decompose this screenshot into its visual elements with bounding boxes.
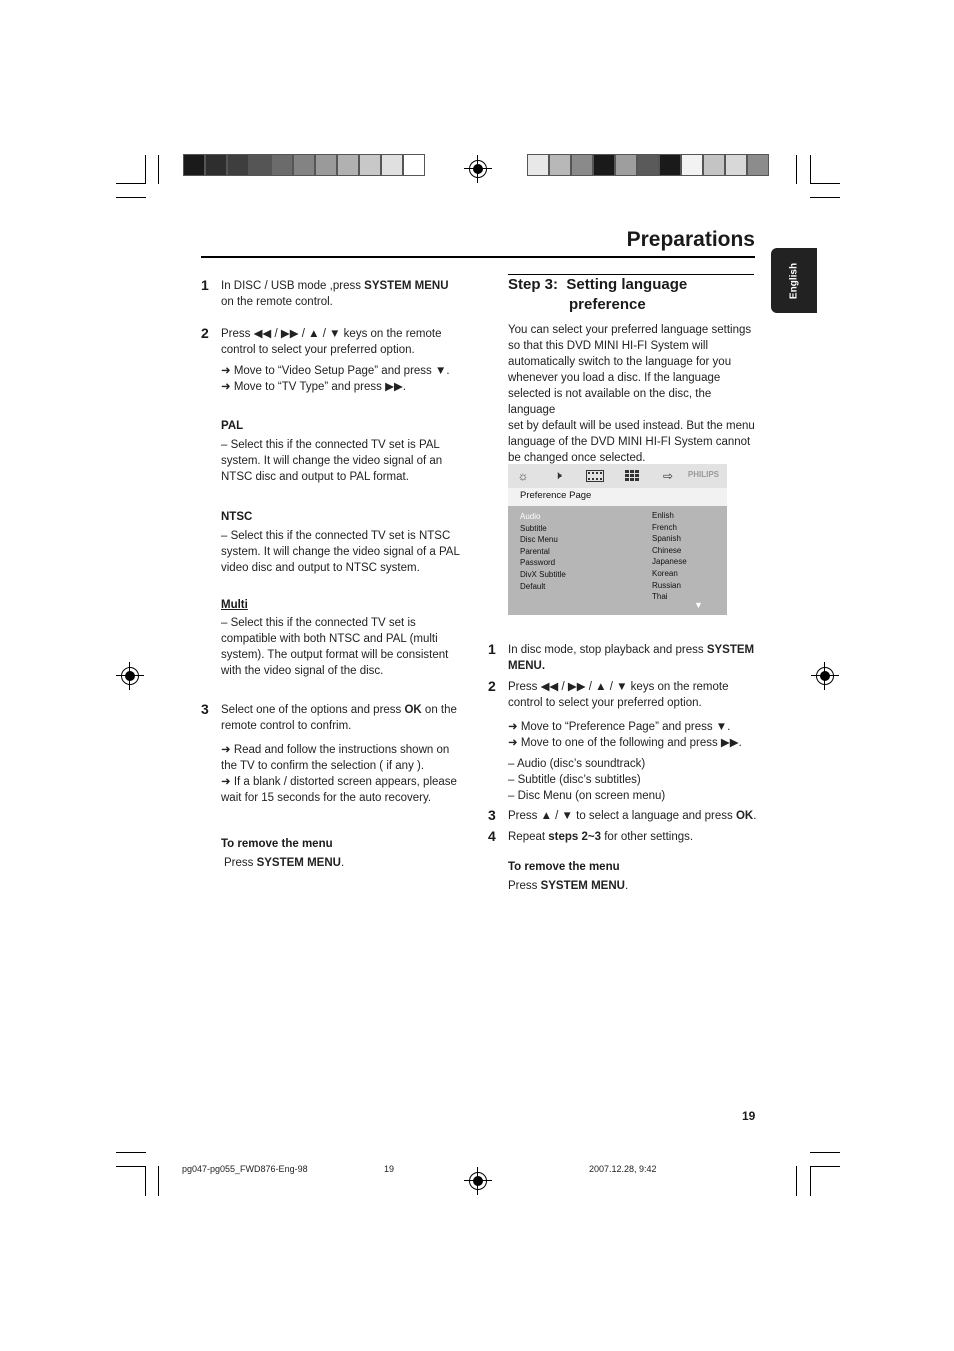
crop-mark: [158, 155, 159, 184]
brand-logo: PHILIPS: [687, 470, 719, 479]
crop-mark: [810, 197, 840, 198]
intro-paragraph: [508, 322, 758, 466]
section-heading: Step 3: Setting language preference: [508, 276, 688, 313]
language-tab: [771, 248, 817, 313]
remove-menu-heading: To remove the menu: [221, 838, 333, 850]
intro-line: whenever you load a disc. If the language: [508, 372, 721, 384]
color-bar-right: [527, 154, 769, 176]
step-number: 1: [488, 641, 496, 657]
remove-menu-text: Press SYSTEM MENU.: [508, 880, 629, 892]
color-swatch: [593, 154, 615, 176]
intro-line: automatically switch to the language for you: [508, 356, 732, 368]
exit-icon: ⇨: [662, 468, 674, 483]
video-icon: [586, 470, 604, 482]
footer-filename: pg047-pg055_FWD876-Eng-98: [182, 1164, 308, 1174]
crop-mark: [810, 1166, 840, 1167]
color-swatch: [249, 154, 271, 176]
osd-language-option: Enlish: [652, 511, 674, 520]
option-description: – Select this if the connected TV set is compatible with both NTSC and PAL (multi system). The output format will be consistent with the video signal of the disc.: [221, 617, 449, 677]
step-number: 2: [488, 678, 496, 694]
osd-language-option: French: [652, 522, 677, 532]
registration-mark-icon: [469, 1172, 487, 1190]
intro-line: so that this DVD MINI HI-FI System will: [508, 340, 709, 352]
intro-line: be changed once selected.: [508, 452, 646, 464]
option-heading-multi: Multi: [221, 599, 248, 611]
preference-icon: [624, 469, 640, 482]
remove-menu-text: Press SYSTEM MENU.: [224, 857, 345, 869]
preference-icon: [623, 467, 641, 484]
crop-mark: [796, 1166, 797, 1196]
color-swatch: [549, 154, 571, 176]
crop-mark: [145, 1166, 146, 1196]
color-swatch: [315, 154, 337, 176]
step-text: Press ◀◀ / ▶▶ / ▲ / ▼ keys on the remote control to select your preferred option.: [221, 328, 442, 356]
color-swatch: [183, 154, 205, 176]
step-result: ➜ Read and follow the instructions shown on the TV to confirm the selection ( if any ). ➜ If a blank / distorted screen appears, please wait for 15 seconds for the auto recovery.: [221, 744, 457, 804]
option-description: – Select this if the connected TV set is NTSC system. It will change the video signal of a PAL video disc and output to NTSC system.: [221, 530, 460, 574]
step-text: In DISC / USB mode ,press SYSTEM MENU on the remote control.: [221, 280, 449, 308]
color-swatch: [725, 154, 747, 176]
osd-menu-item: Audio: [520, 512, 541, 521]
color-swatch: [747, 154, 769, 176]
speaker-icon: 🕨: [554, 468, 562, 482]
osd-page-header: Preference Page: [508, 488, 727, 506]
intro-line: You can select your preferred language settings: [508, 324, 752, 336]
crop-mark: [116, 1152, 146, 1153]
registration-mark-icon: [469, 160, 487, 178]
video-icon: [586, 467, 604, 484]
color-swatch: [337, 154, 359, 176]
color-swatch: [359, 154, 381, 176]
crop-mark: [116, 183, 146, 184]
crop-mark: [810, 183, 840, 184]
intro-line: selected is not available on the disc, the language: [508, 388, 712, 416]
osd-menu-item: Subtitle: [520, 523, 547, 533]
color-swatch: [403, 154, 425, 176]
crop-mark: [796, 155, 797, 184]
crop-mark: [158, 1166, 159, 1196]
color-swatch: [227, 154, 249, 176]
color-swatch: [571, 154, 593, 176]
settings-icon: ☼: [517, 468, 529, 483]
page-number: 19: [742, 1109, 756, 1123]
osd-language-option: Russian: [652, 580, 681, 590]
step-result: ➜ Move to “Preference Page” and press ▼. ➜ Move to one of the following and press ▶▶.: [508, 721, 742, 749]
color-swatch: [205, 154, 227, 176]
osd-menu-item: Parental: [520, 546, 550, 556]
osd-language-option: Korean: [652, 569, 678, 578]
color-swatch: [681, 154, 703, 176]
option-heading-pal: PAL: [221, 420, 244, 432]
registration-mark-icon: [121, 667, 139, 685]
osd-menu-item: Disc Menu: [520, 535, 558, 545]
crop-mark: [116, 197, 146, 198]
step-number: 2: [201, 325, 209, 341]
page-title: Preparations: [626, 228, 755, 251]
intro-line: language of the DVD MINI HI-FI System cannot: [508, 436, 751, 448]
color-swatch: [293, 154, 315, 176]
registration-mark-icon: [816, 667, 834, 685]
step-text: Press ▲ / ▼ to select a language and press OK.: [508, 810, 757, 822]
step-result: ➜ Move to “Video Setup Page” and press ▼. ➜ Move to “TV Type” and press ▶▶.: [221, 365, 450, 393]
step-text: Repeat steps 2~3 for other settings.: [508, 831, 694, 843]
color-swatch: [615, 154, 637, 176]
osd-menu-item: Password: [520, 558, 556, 568]
step-number: 4: [488, 828, 496, 844]
crop-mark: [810, 1166, 811, 1196]
osd-language-option: Spanish: [652, 534, 681, 544]
step-text: In disc mode, stop playback and press SYSTEM MENU.: [508, 644, 755, 672]
crop-mark: [810, 155, 811, 184]
option-list: – Audio (disc’s soundtrack) – Subtitle (disc’s subtitles) – Disc Menu (on screen menu): [508, 758, 666, 802]
intro-line: set by default will be used instead. But the menu: [508, 420, 755, 432]
scroll-down-icon: ▼: [694, 600, 703, 610]
step-number: 3: [488, 807, 496, 823]
color-swatch: [659, 154, 681, 176]
crop-mark: [145, 155, 146, 184]
option-description: – Select this if the connected TV set is PAL system. It will change the video signal of an NTSC disc and output to PAL format.: [221, 439, 443, 483]
osd-language-option: Thai: [652, 592, 668, 602]
color-swatch: [271, 154, 293, 176]
step-text: Select one of the options and press OK on the remote control to confrim.: [221, 704, 457, 732]
remove-menu-heading: To remove the menu: [508, 861, 620, 873]
osd-icon-bar: [508, 464, 727, 488]
title-rule: [201, 256, 755, 258]
osd-language-option: Japanese: [652, 557, 687, 567]
footer-date: 2007.12.28, 9:42: [589, 1164, 657, 1174]
osd-menu-item: DivX Subtitle: [520, 570, 566, 579]
step-number: 1: [201, 277, 209, 293]
osd-language-option: Chinese: [652, 545, 682, 555]
color-swatch: [381, 154, 403, 176]
color-swatch: [527, 154, 549, 176]
crop-mark: [116, 1166, 146, 1167]
osd-menu-screenshot: [508, 464, 727, 615]
language-tab-label: English: [788, 262, 800, 299]
footer-page: 19: [384, 1164, 395, 1174]
color-swatch: [637, 154, 659, 176]
color-bar-left: [183, 154, 425, 176]
step-text: Press ◀◀ / ▶▶ / ▲ / ▼ keys on the remote control to select your preferred option.: [508, 681, 729, 709]
crop-mark: [810, 1152, 840, 1153]
option-heading-ntsc: NTSC: [221, 511, 253, 523]
step-number: 3: [201, 701, 209, 717]
color-swatch: [703, 154, 725, 176]
osd-menu-item: Default: [520, 581, 546, 591]
